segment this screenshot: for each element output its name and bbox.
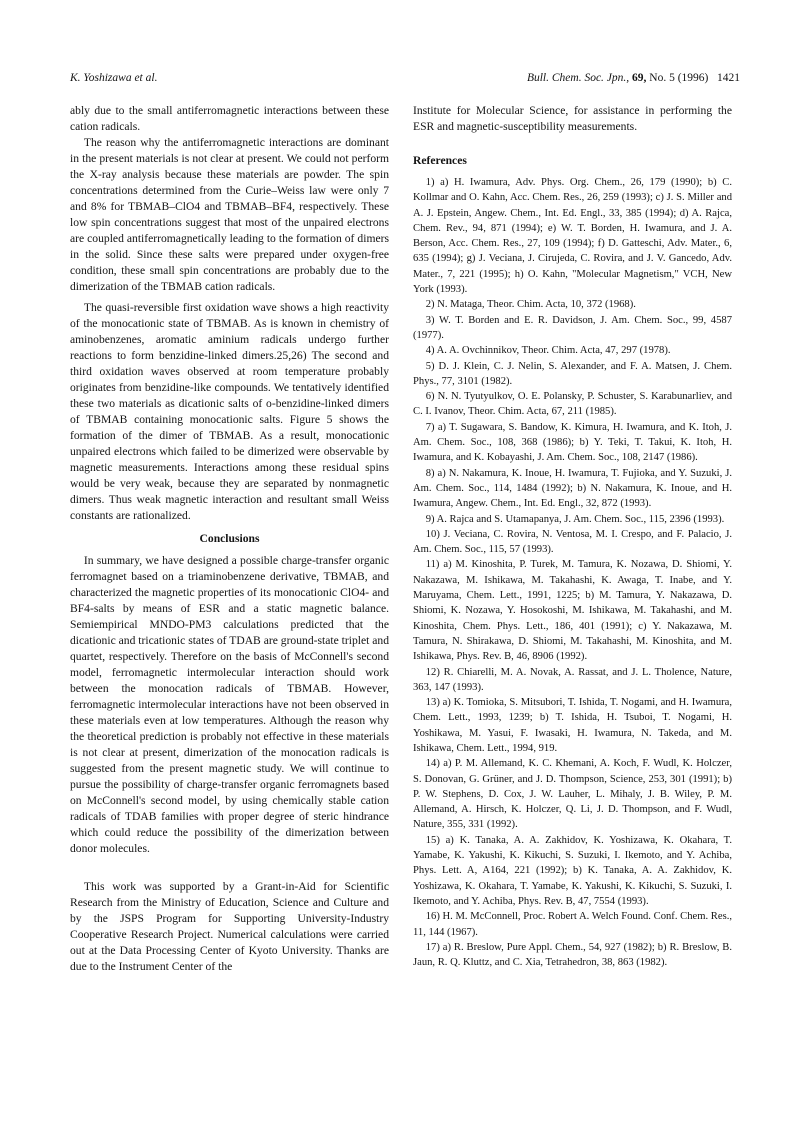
left-column [70, 103, 389, 975]
reference-text: A. Rajca and S. Utamapanya, J. Am. Chem. Soc., 115, 2396 (1993). [436, 513, 725, 525]
reference-number: 5) [425, 360, 439, 372]
reference-text: a) R. Breslow, Pure Appl. Chem., 54, 927 (1982); b) R. Breslow, B. Jaun, R. Q. Kluttz, and C. Xia, Tetrahedron, 38, 863 (1982). [413, 941, 732, 969]
reference-item [413, 940, 732, 971]
reference-number: 9) [425, 513, 437, 525]
reference-item [413, 313, 732, 344]
reference-text: J. Veciana, C. Rovira, N. Ventosa, M. I. Crespo, and F. Palacio, J. Am. Chem. Soc., 115, 57 (1993). [413, 528, 732, 556]
paragraph-oxidation: The quasi-reversible first oxidation wave shows a high reactivity of the monocationic state of TBMAB. As is known in chemistry of aminobenzenes, aromatic aminium radicals undergo further reactions to form benzidine-linked dimers.25,26) The second and third oxidation waves observed at room temperature probably originates from benzidine-like compounds. We tentatively identified these two materials as dicationic salts of o-benzidine-linked dimers of TBMAB containing monocationic salts. Figure 5 shows the formation of the dimer of TBMAB. As a result, monocationic unpaired electrons which failed to be dimerized were observable by magnetic measurements. Interactions among these residual spins would be very weak, because they are separated by nonmagnetic dimers. Thus weak magnetic interaction and resultant small Weiss constants are rationalized. [70, 301, 389, 522]
reference-number: 3) [425, 314, 440, 326]
header-journal: Bull. Chem. Soc. Jpn., [526, 72, 630, 84]
reference-text: a) K. Tomioka, S. Mitsubori, T. Ishida, T. Nogami, and H. Iwamura, Chem. Lett., 1993, 1239; b) T. Ishida, H. Tsuboi, T. Nogami, H. Yoshikawa, M. Yasui, F. Iwasaki, H. Iwamura, N. Takeda, and M. Ishikawa, Chem. Lett., 1994, 919. [413, 697, 732, 754]
reference-item [413, 665, 732, 696]
reference-text: H. M. McConnell, Proc. Robert A. Welch Found. Conf. Chem. Res., 11, 144 (1967). [413, 911, 732, 938]
paragraph-acknowledgment-continued: Institute for Molecular Science, for assistance in performing the ESR and magnetic-susceptibility measurements. [413, 104, 732, 133]
reference-item [413, 512, 732, 527]
header-volume: 69, [632, 72, 647, 84]
reference-number: 10) [425, 528, 444, 540]
reference-item [413, 359, 732, 390]
reference-item [413, 756, 732, 832]
reference-number: 6) [425, 391, 438, 403]
reference-item [413, 466, 732, 512]
reference-text: a) M. Kinoshita, P. Turek, M. Tamura, K. Nozawa, D. Shiomi, Y. Nakazawa, M. Ishikawa, M. Takahashi, K. Awaga, T. Inabe, and Y. Maruyama, Chem. Lett., 1991, 1225; b) M. Tamura, Y. Nakazawa, D. Shiomi, K. Nozawa, Y. Hosokoshi, M. Ishikawa, M. Takahashi, and M. Kinoshita, Chem. Phys. Lett., 186, 401 (1991); c) Y. Nakazawa, M. Tamura, N. Shirakawa, D. Shiomi, M. Takahashi, M. Kinoshita, and M. Ishikawa, Phys. Rev. B, 46, 8906 (1992). [413, 559, 732, 663]
reference-item [413, 343, 732, 358]
reference-item [413, 833, 732, 909]
header-issue: No. 5 (1996) [649, 72, 709, 84]
paragraph-continuation: ably due to the small antiferromagnetic interactions between these cation radicals. [70, 104, 389, 133]
reference-text: a) P. M. Allemand, K. C. Khemani, A. Koch, F. Wudl, K. Holczer, S. Donovan, G. Grüner, and J. D. Thompson, Science, 253, 301 (1991); b) P. W. Stephens, D. Cox, J. W. Lauher, L. Mihaly, J. B. Wiley, P. M. Allemand, A. Hirsch, K. Holczer, Q. Li, J. D. Thompson, and F. Wudl, Nature, 355, 331 (1992). [413, 758, 732, 831]
reference-number: 12) [425, 666, 444, 678]
reference-item [413, 557, 732, 664]
reference-number: 13) [425, 697, 443, 709]
reference-text: N. N. Tyutyulkov, O. E. Polansky, P. Schuster, S. Karabunarliev, and C. I. Ivanov, Theor. Chim. Acta, 67, 211 (1985). [413, 391, 732, 418]
reference-number: 17) [425, 941, 443, 953]
section-title-conclusions: Conclusions [199, 532, 260, 545]
reference-number: 15) [425, 834, 446, 846]
reference-text: D. J. Klein, C. J. Nelin, S. Alexander, and F. A. Matsen, J. Chem. Phys., 77, 3101 (1982). [413, 360, 732, 387]
reference-number: 11) [425, 559, 444, 571]
reference-text: A. A. Ovchinnikov, Theor. Chim. Acta, 47, 297 (1978). [436, 345, 671, 357]
section-title-references: References [413, 154, 467, 167]
running-header [70, 72, 740, 88]
reference-item [413, 420, 732, 466]
reference-item [413, 175, 732, 297]
paragraph-acknowledgment: This work was supported by a Grant-in-Aid for Scientific Research from the Ministry of Education, Science and Culture and by the JSPS Program for Supporting University-Industry Cooperative Research Project. Numerical calculations were carried out at the Data Processing Center of Kyoto University. Thanks are due to the Instrument Center of the [70, 880, 389, 973]
reference-list [413, 175, 732, 970]
right-column [413, 103, 732, 970]
reference-number: 4) [425, 345, 437, 357]
reference-number: 14) [425, 758, 444, 770]
header-authors: K. Yoshizawa et al. [70, 72, 158, 84]
reference-text: a) N. Nakamura, K. Inoue, H. Iwamura, T. Fujioka, and Y. Suzuki, J. Am. Chem. Soc., 114, 1484 (1992); b) N. Nakamura, K. Inoue, and H. Iwamura, Angew. Chem., Int. Ed. Engl., 32, 872 (1993). [413, 467, 732, 510]
reference-text: R. Chiarelli, M. A. Novak, A. Rassat, and J. L. Tholence, Nature, 363, 147 (1993). [413, 666, 732, 693]
reference-text: a) K. Tanaka, A. A. Zakhidov, K. Yoshizawa, K. Okahara, T. Yamabe, K. Yakushi, K. Kikuchi, S. Suzuki, I. Ikemoto, and Y. Achiba, Phys. Lett. A, A164, 221 (1992); b) K. Tanaka, A. A. Zakhidov, K. Yoshizawa, K. Okahara, T. Yamabe, K. Yakushi, K. Kikuchi, S. Suzuki, I. Ikemoto, and Y. Achiba, Phys. Rev. B, 47, 7554 (1993). [413, 834, 732, 907]
reference-item [413, 297, 732, 312]
reference-item [413, 389, 732, 420]
reference-text: N. Mataga, Theor. Chim. Acta, 10, 372 (1968). [437, 299, 636, 311]
reference-number: 2) [425, 299, 438, 311]
reference-item [413, 695, 732, 756]
reference-item [413, 909, 732, 940]
reference-number: 8) [425, 467, 438, 479]
reference-item [413, 527, 732, 558]
paragraph-conclusions: In summary, we have designed a possible charge-transfer organic ferromagnet based on a triaminobenzene derivative, TBMAB, and characterized the magnetic properties of its monocationic ClO4- and BF4-salts by means of ESR and a static magnetic balance. Semiempirical MNDO-PM3 calculations predicted that the dicationic and tricationic states of TDAB are ground-state triplet and quartet, respectively. Therefore on the basis of McConnell's second model, ferromagnetic intermolecular interaction should work between the monocation radicals of TBMAB. However, ferromagnetic intermolecular interactions have not been observed in these materials even at low temperatures. Although the reason why the theoretical prediction is probably not effective in these materials is not clear at present, dimerization of the monocation radicals is suggested from the present magnetic study. We will continue to pursue the possibility of charge-transfer organic ferromagnets based on McConnell's second model, by using chemically stable cation radicals of TDAB families with proper degree of steric hindrance which could reduce the possibility of the dimerization between donor molecules. [70, 554, 389, 855]
reference-number: 1) [425, 177, 441, 188]
header-citation [527, 72, 740, 84]
reference-text: W. T. Borden and E. R. Davidson, J. Am. Chem. Soc., 99, 4587 (1977). [413, 314, 732, 341]
paragraph-spin-concentration: The reason why the antiferromagnetic interactions are dominant in the present materials is not clear at present. We could not perform the X-ray analysis because these materials are powder. The spin concentrations determined from the Curie–Weiss law were only 7 and 8% for TBMAB–ClO4 and TBMAB–BF4, respectively. These low spin concentrations suggest that most of the unpaired electrons are coupled antiferromagnetically leading to the formation of dimers in the solid. Since these salts were prepared under oxygen-free condition, these small spin concentrations are probably due to the dimerization of the TBMAB cation radicals. [70, 136, 389, 293]
header-page: 1421 [717, 72, 740, 84]
reference-text: a) H. Iwamura, Adv. Phys. Org. Chem., 26, 179 (1990); b) C. Kollmar and O. Kahn, Acc. Chem. Res., 26, 259 (1993); c) J. S. Miller and A. J. Epstein, Angew. Chem., Int. Ed. Engl., 33, 385 (1994); d) A. Rajca, Chem. Rev., 94, 871 (1994); e) W. T. Borden, H. Iwamura, and J. A. Berson, Acc. Chem. Res., 27, 109 (1994); f) D. Gatteschi, Adv. Mater., 6, 635 (1994); g) J. Veciana, J. Cirujeda, C. Rovira, and J. V. Gancedo, Adv. Mater., 7, 221 (1995); h) O. Kahn, "Molecular Magnetism," VCH, New York (1993). [413, 177, 732, 296]
reference-text: a) T. Sugawara, S. Bandow, K. Kimura, H. Iwamura, and K. Itoh, J. Am. Chem. Soc., 108, 368 (1986); b) Y. Teki, T. Takui, K. Itoh, H. Iwamura, and K. Kobayashi, J. Am. Chem. Soc., 108, 2147 (1986). [413, 421, 732, 464]
reference-number: 7) [425, 421, 438, 433]
reference-number: 16) [425, 911, 443, 923]
